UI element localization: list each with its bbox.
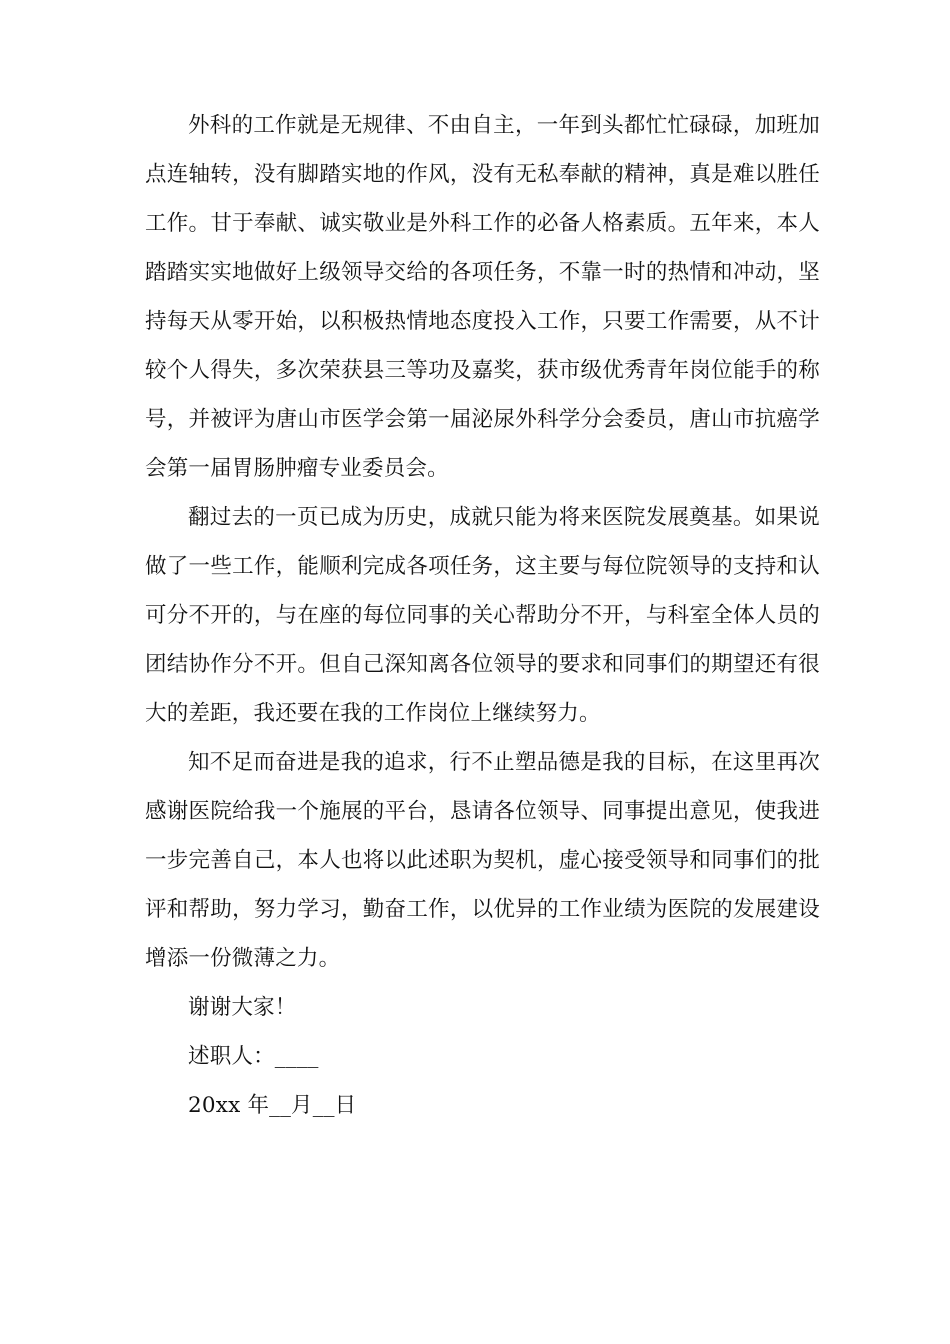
- document-body: [145, 101, 820, 1130]
- paragraph-achievements: 翻过去的一页已成为历史，成就只能为将来医院发展奠基。如果说做了一些工作，能顺利完成各项任务，这主要与每位院领导的支持和认可分不开的，与在座的每位同事的关心帮助分不开，与科室全体人员的团结协作分不开。但自己深知离各位领导的要求和同事们的期望还有很大的差距，我还要在我的工作岗位上继续努力。: [145, 505, 820, 726]
- paragraph-goals: 知不足而奋进是我的追求，行不止塑品德是我的目标，在这里再次感谢医院给我一个施展的平台，恳请各位领导、同事提出意见，使我进一步完善自己，本人也将以此述职为契机，虚心接受领导和同事们的批评和帮助，努力学习，勤奋工作，以优异的工作业绩为医院的发展建设增添一份微薄之力。: [145, 750, 820, 971]
- thanks-line: 谢谢大家！: [188, 995, 297, 1020]
- paragraph-work-summary: 外科的工作就是无规律、不由自主，一年到头都忙忙碌碌，加班加点连轴转，没有脚踏实地的作风，没有无私奉献的精神，真是难以胜任工作。甘于奉献、诚实敬业是外科工作的必备人格素质。五年来，本人踏踏实实地做好上级领导交给的各项任务，不靠一时的热情和冲动，坚持每天从零开始，以积极热情地态度投入工作，只要工作需要，从不计较个人得失，多次荣获县三等功及嘉奖，获市级优秀青年岗位能手的称号，并被评为唐山市医学会第一届泌尿外科学分会委员，唐山市抗癌学会第一届胃肠肿瘤专业委员会。: [145, 113, 820, 481]
- date-line: 20xx 年__月__日: [188, 1093, 357, 1118]
- signer-line: 述职人：____: [188, 1044, 319, 1069]
